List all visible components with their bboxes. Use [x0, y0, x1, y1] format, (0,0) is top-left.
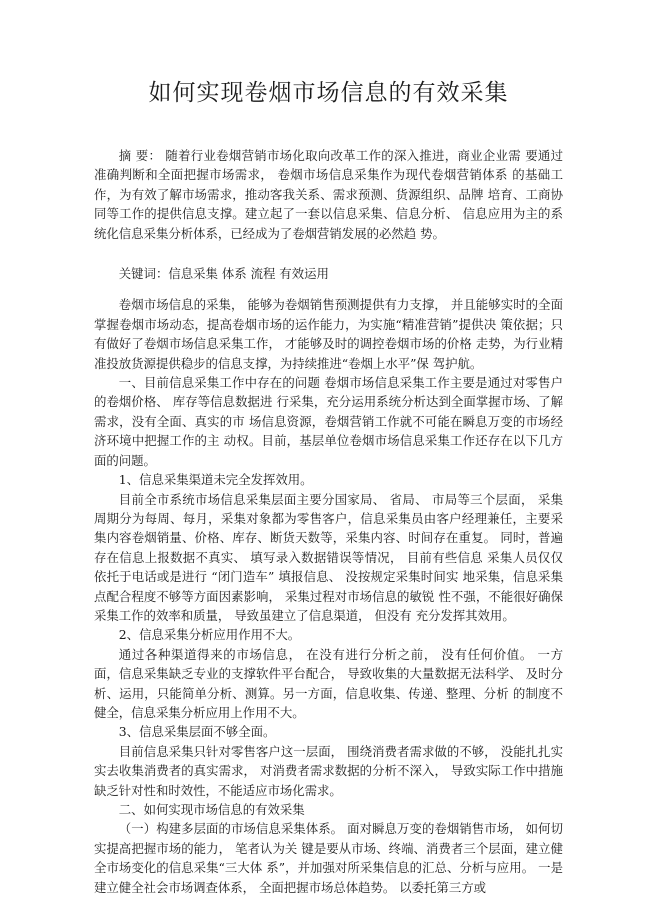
section-one-paragraph: 一、目前信息采集工作中存在的问题 卷烟市场信息采集工作主要是通过对零售户的卷烟价格、 库存等信息数据进 行采集，充分运用系统分析达到全面掌握市场、了解需求，没有全面、真实的市 场信息资源，卷烟营销工作就不可能在瞬息万变的市场经济环境中把握工作的主 动权。目前，基层单位卷烟市场信息采集工作还存在以下几方面的问题。	[94, 375, 563, 468]
body-paragraph-intro: 卷烟市场信息的采集， 能够为卷烟销售预测提供有力支撑， 并且能够实时的全面掌握卷烟市场动态，提高卷烟市场的运作能力，为实施“精准营销”提供决 策依据；只有做好了卷烟市场信息采集工作， 才能够及时的调控卷烟市场的价格 走势，为行业精准投放货源提供稳步的信息支撑，为持续推进“卷烟上水平”保 驾护航。	[94, 297, 563, 371]
body-paragraph-analysis: 通过各种渠道得来的市场信息， 在没有进行分析之前， 没有任何价值。 一方面，信息采集缺乏专业的支撑软件平台配合， 导致收集的大量数据无法科学、 及时分析、运用，只能简单分析、测算。另一方面，信息收集、传递、整理、分析 的制度不健全，信息采集分析应用上作用不大。	[94, 646, 563, 720]
subheading-2: 2、信息采集分析应用作用不大。	[118, 627, 301, 643]
abstract-paragraph: 摘 要： 随着行业卷烟营销市场化取向改革工作的深入推进，商业企业需 要通过准确判断和全面把握市场需求， 卷烟市场信息采集作为现代卷烟营销体系 的基础工作，为有效了解市场需求，推动客我关系、需求预测、货源组织、品牌 培育、工商协同等工作的提供信息支撑。建立起了一套以信息采集、信息分析、 信息应用为主的系统化信息采集分析体系，已经成为了卷烟营销发展的必然趋 势。	[94, 148, 563, 241]
subheading-1: 1、信息采集渠道未完全发挥效用。	[118, 472, 313, 488]
body-paragraph-channels: 目前全市系统市场信息采集层面主要分国家局、 省局、 市局等三个层面， 采集周期分为每周、每月，采集对象都为零售客户，信息采集员由客户经理兼任，主要采集内容卷烟销量、价格、库存、断货天数等，采集内容、时间存在重复。 同时，普遍存在信息上报数据不真实、 填写录入数据错误等情况， 目前有些信息 采集人员仅仅依托于电话或是进行 “闭门造车” 填报信息、 没按规定采集时间实 地采集，信息采集点配合程度不够等方面因素影响， 采集过程对市场信息的敏锐 性不强，不能很好确保采集工作的效率和质量， 导致虽建立了信息渠道， 但没有 充分发挥其效用。	[94, 491, 563, 623]
body-paragraph-system: （一）构建多层面的市场信息采集体系。 面对瞬息万变的卷烟销售市场， 如何切实提高把握市场的能力， 笔者认为关 键是要从市场、终端、消费者三个层面，建立健全市场变化的信息采集“三大体 系”，并加强对所采集信息的汇总、分析与应用。 一是建立健全社会市场调查体系， 全面把握市场总体趋势。 以委托第三方或	[94, 821, 563, 895]
keywords-line: 关键词：信息采集 体系 流程 有效运用	[118, 266, 329, 282]
section-two-heading: 二、如何实现市场信息的有效采集	[118, 802, 305, 817]
document-title: 如何实现卷烟市场信息的有效采集	[148, 80, 509, 106]
body-paragraph-levels: 目前信息采集只针对零售客户这一层面， 围绕消费者需求做的不够， 没能扎扎实实去收集消费者的真实需求， 对消费者需求数据的分析不深入， 导致实际工作中措施缺乏针对性和时效性，不能适应市场化需求。	[94, 743, 563, 798]
subheading-3: 3、信息采集层面不够全面。	[118, 724, 276, 740]
